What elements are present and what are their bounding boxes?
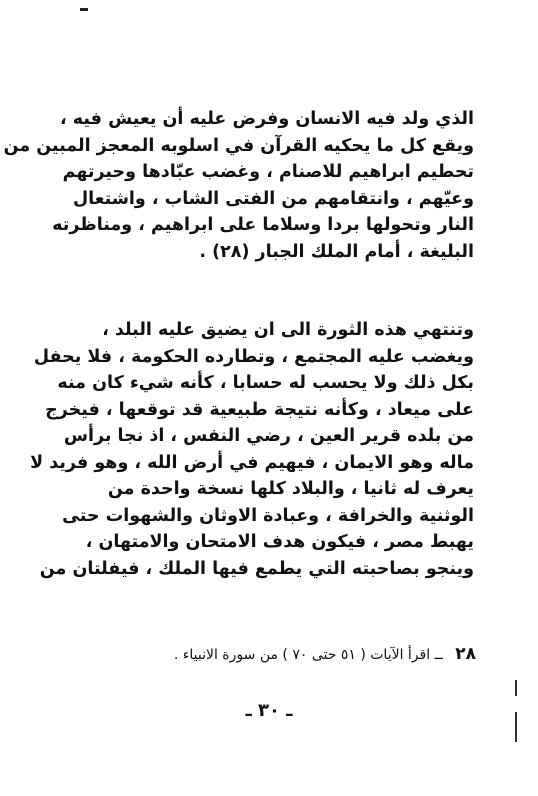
text-line: ويقع كل ما يحكيه القرآن في اسلوبه المعجز المبين من — [3, 135, 474, 156]
text-line: بكل ذلك ولا يحسب له حسابا ، كأنه شيء كان منه — [57, 373, 474, 393]
text-line: وينجو بصاحبته التي يطمع فيها الملك ، فيفلتان من — [39, 558, 474, 579]
text-line: ماله وهو الايمان ، فيهيم في أرض الله ، وهو فريد لا — [30, 452, 474, 473]
text-line: النار وتحولها بردا وسلاما على ابراهيم ، ومناظرته — [52, 215, 474, 235]
text-line: الوثنية والخرافة ، وعبادة الاوثان والشهوات حتى — [62, 505, 474, 526]
text-line: وتنتهي هذه الثورة الى ان يضيق عليه البلد ، — [102, 320, 474, 340]
margin-mark — [515, 680, 517, 696]
text-line: على ميعاد ، وكأنه نتيجة طبيعية قد توقعها ، فيخرج — [45, 399, 474, 420]
text-line: يعرف له ثانيا ، والبلاد كلها نسخة واحدة من — [107, 479, 474, 499]
footnote-number: ٢٨ — [455, 644, 476, 664]
text-line: ويغضب عليه المجتمع ، وتطارده الحكومة ، فلا يحفل — [33, 346, 474, 367]
text-line: من بلده قرير العين ، رضي النفس ، اذ نجا برأس — [63, 426, 474, 446]
top-print-mark — [80, 8, 88, 11]
footnote-text: ــ اقرأ الآيات ( ٥١ حتى ٧٠ ) من سورة الانبياء . — [173, 647, 443, 663]
text-line: الذي ولد فيه الانسان وفرض عليه أن يعيش فيه ، — [60, 109, 474, 129]
paragraph-2 — [30, 317, 474, 582]
text-line: يهبط مصر ، فيكون هدف الامتحان والامتهان ، — [85, 532, 474, 552]
paragraph-1 — [3, 106, 474, 265]
text-line: البليغة ، أمام الملك الجبار (٢٨) . — [199, 241, 474, 262]
text-line: تحطيم ابراهيم للاصنام ، وغضب عبّادها وحيرتهم — [62, 162, 474, 182]
page-number: ـ ٣٠ ـ — [245, 700, 293, 721]
footnote — [100, 643, 476, 666]
text-line: وعيّهم ، وانتقامهم من الفتى الشاب ، واشتعال — [72, 188, 474, 209]
